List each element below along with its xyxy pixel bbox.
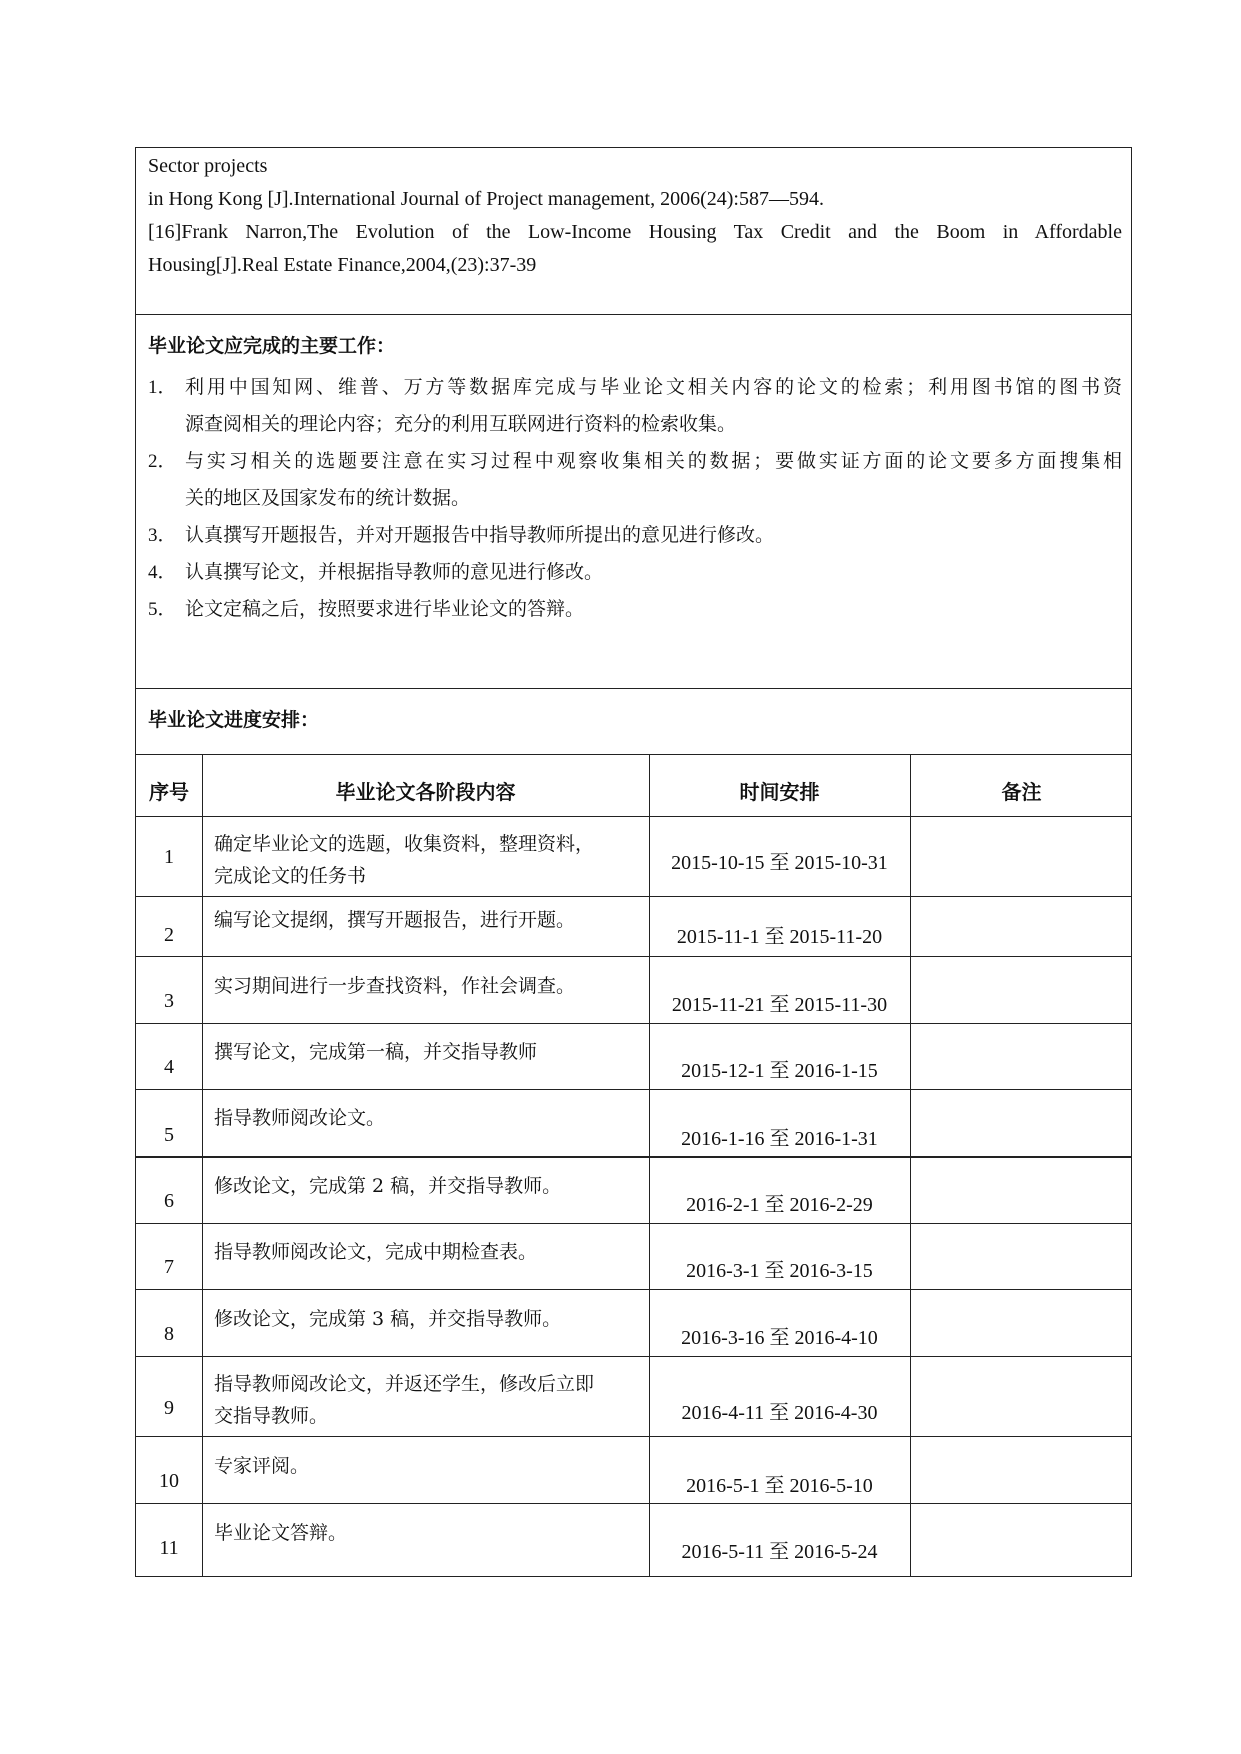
row-time: 2015-12-1 至 2016-1-15 xyxy=(681,1060,878,1082)
divider xyxy=(136,1436,1131,1437)
divider xyxy=(136,896,1131,897)
list-item-text: 关的地区及国家发布的统计数据。 xyxy=(185,487,471,509)
row-number: 7 xyxy=(164,1256,174,1278)
column-divider xyxy=(202,754,203,1576)
row-time: 2016-5-1 至 2016-5-10 xyxy=(686,1475,873,1497)
header-note: 备注 xyxy=(1001,780,1042,804)
divider xyxy=(136,956,1131,957)
divider xyxy=(136,816,1131,817)
row-content: 毕业论文答辩。 xyxy=(214,1522,348,1544)
column-divider xyxy=(910,754,911,1576)
row-content xyxy=(214,828,594,892)
row-time: 2016-4-11 至 2016-4-30 xyxy=(681,1402,878,1424)
row-time: 2015-11-21 至 2015-11-30 xyxy=(671,994,888,1016)
list-item-number: 3． xyxy=(148,525,177,546)
list-item-text: 利用中国知网、维普、万方等数据库完成与毕业论文相关内容的论文的检索；利用图书馆的图书资 xyxy=(185,376,1122,398)
column-divider xyxy=(649,754,650,1576)
row-number: 9 xyxy=(164,1397,174,1419)
list-item-text: 源查阅相关的理论内容；充分的利用互联网进行资料的检索收集。 xyxy=(185,413,737,435)
row-number: 5 xyxy=(164,1124,174,1146)
header-time: 时间安排 xyxy=(739,780,820,804)
list-item-number: 2． xyxy=(148,451,177,472)
list-item-number: 5． xyxy=(148,599,177,620)
row-number: 10 xyxy=(159,1470,179,1492)
reference-line: in Hong Kong [J].International Journal of Project management, 2006(24):587—594. xyxy=(148,188,824,210)
row-number: 4 xyxy=(164,1056,174,1078)
row-content: 实习期间进行一步查找资料，作社会调查。 xyxy=(214,975,576,997)
row-time: 2016-2-1 至 2016-2-29 xyxy=(686,1194,873,1216)
row-content-line: 完成论文的任务书 xyxy=(214,865,367,887)
main-work-title: 毕业论文应完成的主要工作： xyxy=(148,335,396,357)
list-item-number: 1． xyxy=(148,377,177,398)
row-number: 11 xyxy=(159,1537,179,1559)
row-content: 专家评阅。 xyxy=(214,1455,310,1477)
row-time: 2016-3-1 至 2016-3-15 xyxy=(686,1260,873,1282)
row-number: 1 xyxy=(164,846,174,868)
row-number: 8 xyxy=(164,1323,174,1345)
schedule-title: 毕业论文进度安排： xyxy=(148,709,320,731)
divider xyxy=(136,1089,1131,1090)
row-content: 指导教师阅改论文，完成中期检查表。 xyxy=(214,1241,538,1263)
divider xyxy=(136,1356,1131,1357)
list-item-text: 认真撰写开题报告，并对开题报告中指导教师所提出的意见进行修改。 xyxy=(185,524,775,546)
divider xyxy=(136,314,1131,315)
row-time: 2016-3-16 至 2016-4-10 xyxy=(681,1327,878,1349)
divider xyxy=(136,1289,1131,1290)
row-content xyxy=(214,1368,594,1432)
divider xyxy=(136,1156,1131,1158)
row-time: 2016-1-16 至 2016-1-31 xyxy=(681,1128,878,1150)
row-content-line: 指导教师阅改论文，并返还学生，修改后立即 xyxy=(214,1373,595,1395)
row-number: 6 xyxy=(164,1190,174,1212)
row-time: 2016-5-11 至 2016-5-24 xyxy=(681,1541,878,1563)
row-content: 编写论文提纲，撰写开题报告，进行开题。 xyxy=(214,909,576,931)
header-no: 序号 xyxy=(149,780,189,804)
row-time: 2015-10-15 至 2015-10-31 xyxy=(671,852,888,874)
row-content: 修改论文，完成第 2 稿，并交指导教师。 xyxy=(214,1175,562,1197)
divider xyxy=(136,1023,1131,1024)
reference-line: [16]Frank Narron,The Evolution of the Low-Income Housing Tax Credit and the Boom in Affordable xyxy=(148,221,1122,243)
row-number: 3 xyxy=(164,990,174,1012)
header-content: 毕业论文各阶段内容 xyxy=(335,780,516,804)
divider xyxy=(136,754,1131,755)
document-table xyxy=(135,147,1132,1577)
divider xyxy=(136,1503,1131,1504)
row-content: 修改论文，完成第 3 稿，并交指导教师。 xyxy=(214,1308,562,1330)
row-number: 2 xyxy=(164,924,174,946)
divider xyxy=(136,1223,1131,1224)
row-content-line: 确定毕业论文的选题，收集资料，整理资料， xyxy=(214,833,595,855)
row-time: 2015-11-1 至 2015-11-20 xyxy=(676,926,883,948)
row-content: 指导教师阅改论文。 xyxy=(214,1107,386,1129)
list-item-text: 认真撰写论文，并根据指导教师的意见进行修改。 xyxy=(185,561,604,583)
divider xyxy=(136,688,1131,689)
row-content: 撰写论文，完成第一稿，并交指导教师 xyxy=(214,1041,538,1063)
list-item-text: 论文定稿之后，按照要求进行毕业论文的答辩。 xyxy=(185,598,585,620)
row-content-line: 交指导教师。 xyxy=(214,1405,329,1427)
references-section xyxy=(148,150,1122,282)
reference-line: Housing[J].Real Estate Finance,2004,(23):37-39 xyxy=(148,254,537,276)
list-item-text: 与实习相关的选题要注意在实习过程中观察收集相关的数据；要做实证方面的论文要多方面搜集相 xyxy=(185,450,1122,472)
reference-line: Sector projects xyxy=(148,155,268,177)
list-item-number: 4． xyxy=(148,562,177,583)
